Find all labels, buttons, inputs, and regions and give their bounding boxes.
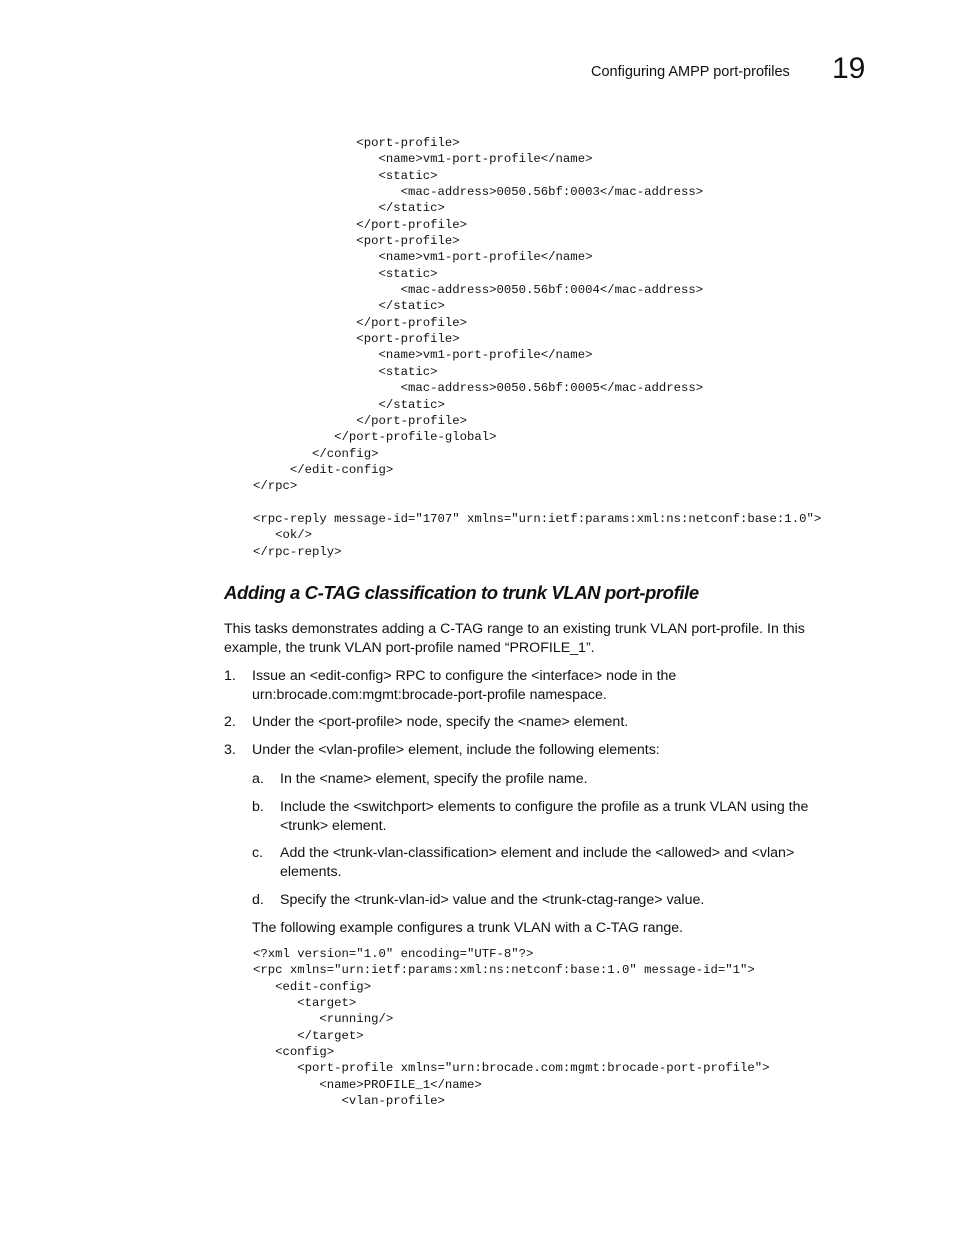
running-header-title: Configuring AMPP port-profiles (591, 64, 790, 80)
example-intro-paragraph: The following example configures a trunk VLAN with a C-TAG range. (252, 920, 684, 936)
chapter-number: 19 (832, 52, 866, 85)
code-block-ctag-example: <?xml version="1.0" encoding="UTF-8"?> <rpc xmlns="urn:ietf:params:xml:ns:netconf:base:1.0" message-id="1"> <edit-config> <target> <running/> </target> <config> <port-profile xmlns="urn:brocade.com:mgmt:brocade-port-profile"> <name>PROFILE_1</name> <vlan-profile> (253, 947, 770, 1109)
step-number: 2. (224, 714, 236, 730)
substep-text: In the <name> element, specify the profile name. (280, 771, 588, 787)
step-text: Under the <port-profile> node, specify the <name> element. (252, 714, 629, 730)
substep-letter: d. (252, 892, 264, 908)
section-heading: Adding a C-TAG classification to trunk VLAN port-profile (224, 582, 699, 603)
step-text: Issue an <edit-config> RPC to configure the <interface> node in the urn:brocade.com:mgmt:brocade-port-profile namespace. (252, 668, 677, 703)
section-intro-paragraph: This tasks demonstrates adding a C-TAG range to an existing trunk VLAN port-profile. In this example, the trunk VLAN port-profile named “PROFILE_1”. (224, 621, 805, 656)
substep-text: Include the <switchport> elements to configure the profile as a trunk VLAN using the <trunk> element. (280, 799, 809, 834)
substep-text: Add the <trunk-vlan-classification> element and include the <allowed> and <vlan> elements. (280, 845, 795, 880)
code-block-port-profile-global: <port-profile> <name>vm1-port-profile</name> <static> <mac-address>0050.56bf:0003</mac-address> </static> </port-profile> <port-profile> <name>vm1-port-profile</name> <static> <mac-address>0050.56bf:0004</mac-address> </static> </port-profile> <port-profile> <name>vm1-port-profile</name> <static> <mac-address>0050.56bf:0005</mac-address> </static> </port-profile> </port-profile-global> </config> </edit-config> </rpc> <rpc-reply message-id="1707" xmlns="urn:ietf:params:xml:ns:netconf:base:1.0"> <ok/> </rpc-reply> (253, 136, 822, 559)
substep-letter: c. (252, 845, 264, 861)
step-text: Under the <vlan-profile> element, include the following elements: (252, 742, 660, 758)
substep-letter: a. (252, 771, 264, 787)
step-number: 3. (224, 742, 236, 758)
substep-text: Specify the <trunk-vlan-id> value and the <trunk-ctag-range> value. (280, 892, 705, 908)
step-number: 1. (224, 668, 236, 684)
substep-letter: b. (252, 799, 264, 815)
